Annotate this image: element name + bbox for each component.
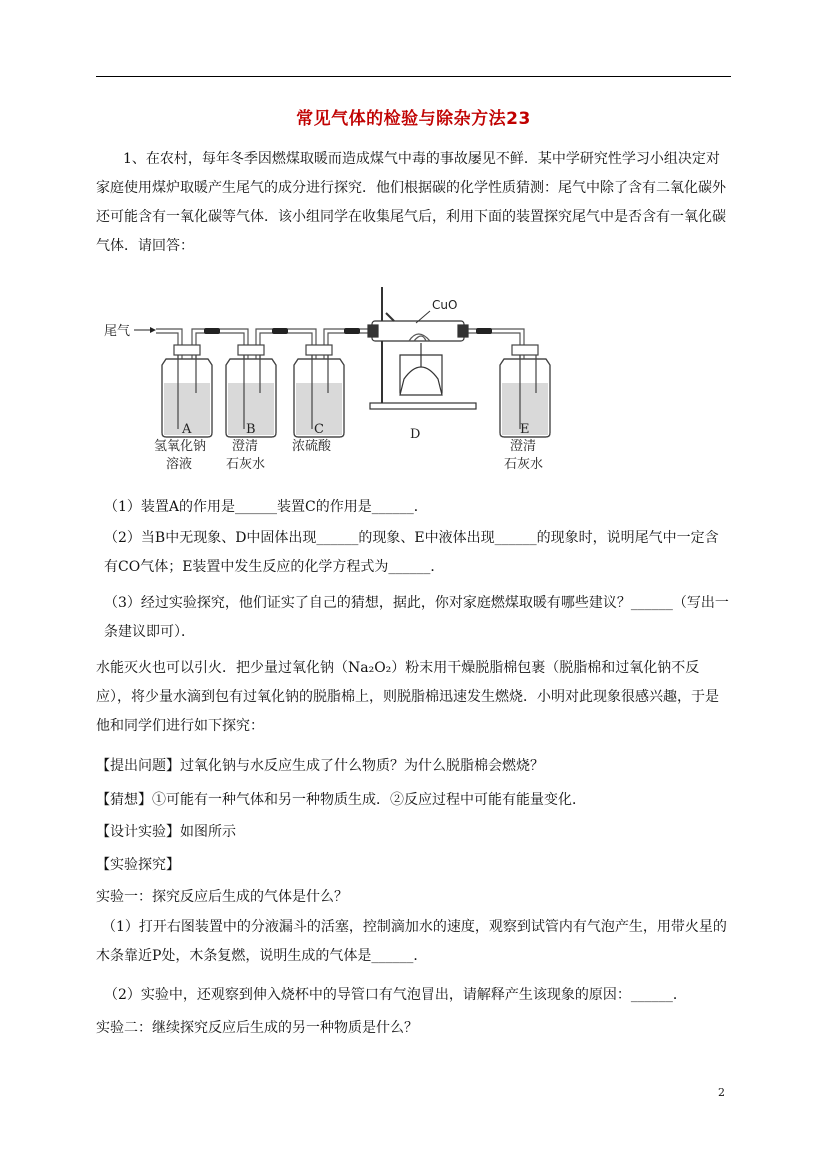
sub-question-3: （3）经过实验探究，他们证实了自己的猜想，据此，你对家庭燃煤取暖有哪些建议？______（写出一条建议即可）． — [104, 595, 729, 640]
page-number: 2 — [718, 1086, 725, 1099]
experiment-1-question-2: （2）实验中，还观察到伸入烧杯中的导管口有气泡冒出，请解释产生该现象的原因：______． — [104, 987, 687, 1003]
apparatus-d — [368, 287, 476, 409]
sub-question-1: （1）装置A的作用是______装置C的作用是______． — [104, 499, 428, 515]
label-a-line1: 氢氧化钠 — [154, 439, 207, 454]
ask-question: 【提出问题】过氧化钠与水反应生成了什么物质？为什么脱脂棉会燃烧？ — [96, 758, 544, 774]
label-b-letter: B — [246, 422, 256, 437]
hypothesis: 【猜想】①可能有一种气体和另一种物质生成．②反应过程中可能有能量变化． — [96, 792, 586, 808]
label-c-line1: 浓硫酸 — [292, 439, 332, 454]
label-b-line2: 石灰水 — [226, 457, 266, 472]
experiment-1-question-1: （1）打开右图装置中的分液漏斗的活塞，控制滴加水的速度，观察到试管内有气泡产生，用带火星的木条靠近P处，木条复燃，说明生成的气体是______． — [96, 919, 727, 964]
label-e-line1: 澄清 — [510, 439, 537, 454]
experiment-heading: 【实验探究】 — [96, 857, 180, 873]
header-rule — [96, 76, 731, 77]
label-d-letter: D — [410, 427, 421, 442]
experiment-1-title: 实验一：探究反应后生成的气体是什么？ — [96, 889, 348, 905]
label-e-line2: 石灰水 — [504, 457, 544, 472]
cuo-label: CuO — [432, 298, 458, 312]
label-e-letter: E — [520, 422, 530, 437]
apparatus-figure — [104, 283, 564, 483]
label-a-line2: 溶液 — [166, 457, 193, 472]
sub-question-2: （2）当B中无现象、D中固体出现______的现象、E中液体出现______的现象时，说明尾气中一定含有CO气体；E装置中发生反应的化学方程式为______． — [104, 530, 719, 575]
label-b-line1: 澄清 — [232, 439, 259, 454]
question-2-intro: 水能灭火也可以引火．把少量过氧化钠（Na₂O₂）粉末用干燥脱脂棉包裹（脱脂棉和过氧化钠不反应），将少量水滴到包有过氧化钠的脱脂棉上，则脱脂棉迅速发生燃烧．小明对此现象很感兴趣，于是他和同学们进行如下探究： — [96, 660, 719, 734]
design-experiment: 【设计实验】如图所示 — [96, 824, 236, 840]
label-a-letter: A — [182, 422, 192, 437]
question-1-intro: 1、在农村，每年冬季因燃煤取暖而造成煤气中毒的事故屡见不鲜．某中学研究性学习小组决定对家庭使用煤炉取暖产生尾气的成分进行探究．他们根据碳的化学性质猜测：尾气中除了含有二氧化碳外还可能含有一氧化碳等气体．该小组同学在收集尾气后，利用下面的装置探究尾气中是否含有一氧化碳气体．请回答： — [96, 151, 726, 254]
inlet-label: 尾气 — [104, 324, 131, 339]
experiment-2-title: 实验二：继续探究反应后生成的另一种物质是什么？ — [96, 1020, 418, 1036]
page-title: 常见气体的检验与除杂方法23 — [296, 109, 531, 129]
label-c-letter: C — [314, 422, 324, 437]
